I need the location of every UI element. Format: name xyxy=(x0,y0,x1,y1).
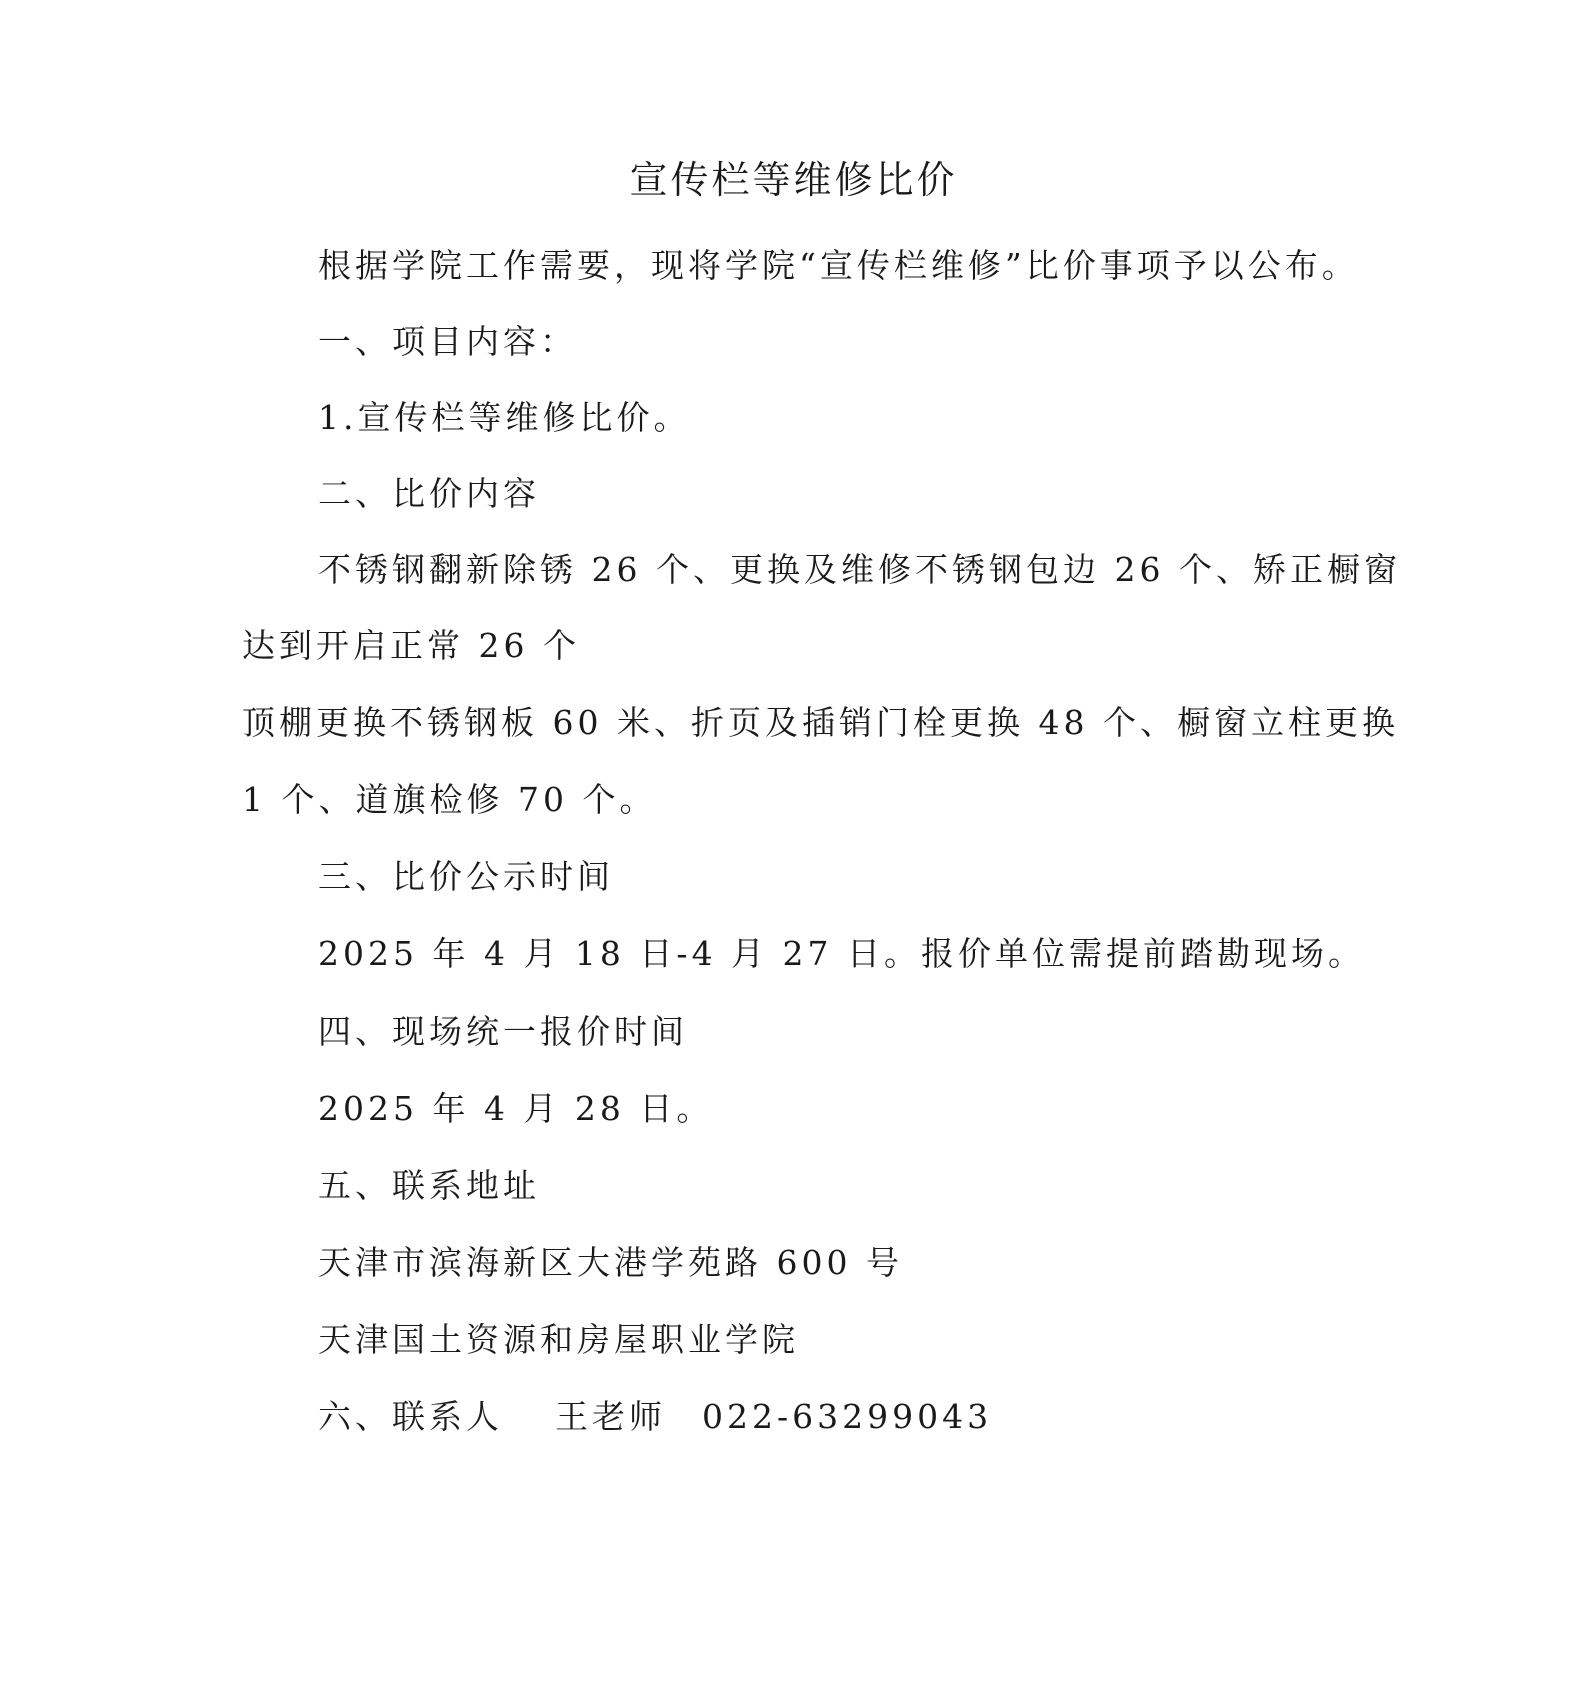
section-2-line-4: 1 个、道旗检修 70 个。 xyxy=(242,780,657,819)
section-6-contact-line xyxy=(318,1392,992,1442)
section-4-text: 2025 年 4 月 28 日。 xyxy=(318,1089,714,1128)
section-5-heading: 五、联系地址 xyxy=(318,1166,540,1205)
section-2-line-1: 不锈钢翻新除锈 26 个、更换及维修不锈钢包边 26 个、矫正橱窗 xyxy=(318,550,1401,589)
section-6-heading: 六、联系人 xyxy=(318,1397,503,1436)
section-3-heading: 三、比价公示时间 xyxy=(318,857,614,896)
section-2-line-3: 顶棚更换不锈钢板 60 米、折页及插销门栓更换 48 个、橱窗立柱更换 xyxy=(242,703,1399,742)
section-1-item: 1.宣传栏等维修比价。 xyxy=(318,398,691,437)
document-title: 宣传栏等维修比价 xyxy=(629,158,958,202)
section-4-heading: 四、现场统一报价时间 xyxy=(318,1012,688,1051)
section-3-text: 2025 年 4 月 18 日-4 月 27 日。报价单位需提前踏勘现场。 xyxy=(318,934,1366,973)
section-2-line-2: 达到开启正常 26 个 xyxy=(242,626,580,665)
section-1-heading: 一、项目内容： xyxy=(318,322,577,361)
intro-paragraph: 根据学院工作需要，现将学院“宣传栏维修”比价事项予以公布。 xyxy=(318,246,1359,285)
section-5-institution: 天津国土资源和房屋职业学院 xyxy=(318,1320,799,1359)
contact-name: 王老师 xyxy=(555,1397,666,1436)
contact-phone: 022-63299043 xyxy=(702,1397,993,1436)
section-5-address: 天津市滨海新区大港学苑路 600 号 xyxy=(318,1243,903,1282)
section-2-heading: 二、比价内容 xyxy=(318,474,540,513)
